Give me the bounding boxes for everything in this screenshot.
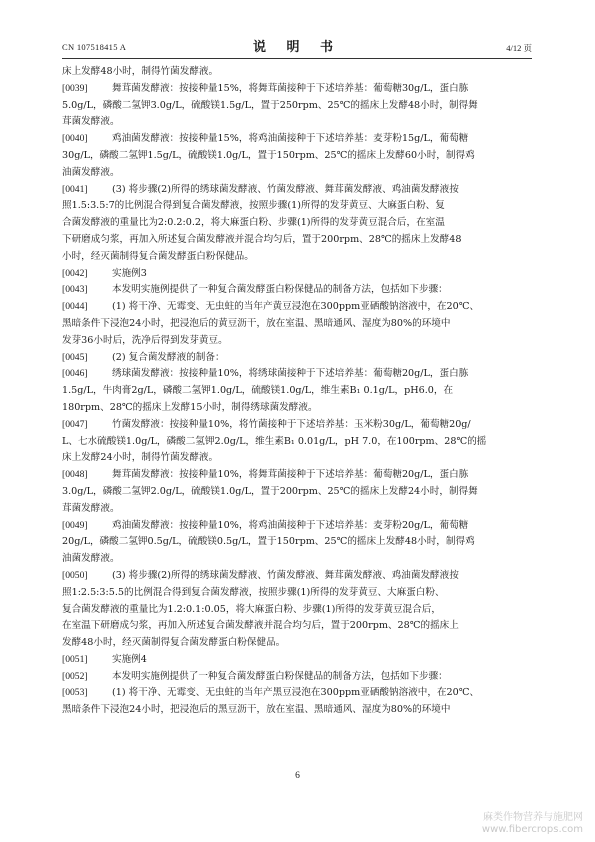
paragraph-line xyxy=(62,484,532,501)
paragraph xyxy=(62,266,532,283)
paragraph-text: 茸菌发酵液。 xyxy=(62,502,120,514)
paragraph xyxy=(62,64,532,81)
paragraph-number: [0047] xyxy=(62,418,88,430)
publication-number: CN 107518415 A xyxy=(62,42,127,52)
paragraph-text: 合菌发酵液的重量比为2:0.2:0.2，将大麻蛋白粉、步骤(1)所得的发芽黄豆混合后，在室温 xyxy=(62,217,445,229)
paragraph-text: 舞茸菌发酵液：按接种量10%，将舞茸菌接种于下述培养基：葡萄糖20g/L，蛋白胨 xyxy=(112,469,469,481)
paragraph xyxy=(62,568,532,652)
paragraph-line xyxy=(62,282,532,299)
paragraph-line xyxy=(62,165,532,182)
page-header xyxy=(62,36,532,58)
paragraph-line xyxy=(62,114,532,131)
paragraph xyxy=(62,467,532,517)
paragraph-text: (1) 将干净、无霉变、无虫蛀的当年产黑豆浸泡在300ppm亚硒酸钠溶液中，在20℃、 xyxy=(112,687,480,699)
paragraph-line xyxy=(62,618,532,635)
page-indicator: 4/12 页 xyxy=(506,43,532,53)
paragraph-line xyxy=(62,434,532,451)
paragraph xyxy=(62,182,532,266)
paragraph-line xyxy=(62,400,532,417)
paragraph-text: 复合菌发酵液的重量比为1.2:0.1:0.05，将大麻蛋白粉、步骤(1)所得的发芽黄豆混合后， xyxy=(62,603,441,615)
paragraph-text: 床上发酵48小时，制得竹菌发酵液。 xyxy=(62,66,219,77)
paragraph-number: [0046] xyxy=(62,368,88,380)
paragraph-line xyxy=(62,534,532,551)
paragraph-number: [0045] xyxy=(62,351,88,363)
paragraph-line xyxy=(62,148,532,165)
paragraph-number: [0041] xyxy=(62,183,88,195)
paragraph-line xyxy=(62,316,532,333)
paragraph-line xyxy=(62,215,532,232)
paragraph-line xyxy=(62,232,532,249)
paragraph xyxy=(62,417,532,467)
paragraph-text: 在室温下研磨成匀浆，再加入所述复合菌发酵液并混合均匀后，置于200rpm、28℃的摇床上 xyxy=(62,620,459,632)
paragraph-text: 20g/L，磷酸二氢钾0.5g/L，硫酸镁0.5g/L，置于150rpm、25℃的摇床上发酵48小时，制得鸡 xyxy=(62,536,475,548)
document-title: 说 明 书 xyxy=(252,40,342,55)
paragraph-text: 180rpm、28℃的摇床上发酵15小时，制得绣球菌发酵液。 xyxy=(62,401,318,413)
paragraph-line xyxy=(62,333,532,350)
paragraph-line xyxy=(62,568,532,585)
paragraph-line xyxy=(62,450,532,467)
paragraph xyxy=(62,669,532,686)
paragraph-text: 1.5g/L，牛肉膏2g/L，磷酸二氢钾1.0g/L，硫酸镁1.0g/L，维生素B₁ 0.1g/L，pH6.0，在 xyxy=(62,385,454,397)
paragraph-line xyxy=(62,198,532,215)
watermark xyxy=(482,812,583,836)
paragraph-text: L、七水硫酸镁1.0g/L，磷酸二氢钾2.0g/L，维生素B₁ 0.01g/L，pH 7.0，在100rpm、28℃的摇 xyxy=(62,435,487,447)
paragraph-number: [0053] xyxy=(62,687,88,699)
paragraph-text: 黑暗条件下浸泡24小时，把浸泡后的黑豆沥干，放在室温、黑暗通风、湿度为80%的环境中 xyxy=(62,704,451,716)
paragraph-text: 本发明实施例提供了一种复合菌发酵蛋白粉保健品的制备方法，包括如下步骤： xyxy=(112,670,448,682)
paragraph-text: 舞茸菌发酵液：按接种量15%，将舞茸菌接种于下述培养基：葡萄糖30g/L，蛋白胨 xyxy=(112,82,469,94)
paragraph-text: 发芽36小时后，洗净后得到发芽黄豆。 xyxy=(62,334,228,346)
paragraph xyxy=(62,350,532,367)
paragraph-number: [0049] xyxy=(62,519,88,531)
paragraph-line xyxy=(62,249,532,266)
paragraph-text: (3) 将步骤(2)所得的绣球菌发酵液、竹菌发酵液、舞茸菌发酵液、鸡油菌发酵液按 xyxy=(112,183,459,195)
paragraph-line xyxy=(62,585,532,602)
paragraph-text: 本发明实施例提供了一种复合菌发酵蛋白粉保健品的制备方法，包括如下步骤： xyxy=(112,284,448,296)
paragraph-line xyxy=(62,652,532,669)
paragraph-number: [0040] xyxy=(62,133,88,145)
paragraph-text: 3.0g/L，磷酸二氢钾2.0g/L，硫酸镁1.0g/L，置于200rpm、25℃的摇床上发酵24小时，制得舞 xyxy=(62,485,478,497)
paragraph xyxy=(62,652,532,669)
paragraph-line xyxy=(62,299,532,316)
paragraph-line xyxy=(62,467,532,484)
paragraph-number: [0052] xyxy=(62,670,88,682)
paragraph-text: 5.0g/L，磷酸二氢钾3.0g/L，硫酸镁1.5g/L，置于250rpm、25℃的摇床上发酵48小时，制得舞 xyxy=(62,99,478,111)
paragraph xyxy=(62,81,532,131)
paragraph-line xyxy=(62,635,532,652)
paragraph-text: 鸡油菌发酵液：按接种量15%，将鸡油菌接种于下述培养基：麦芽粉15g/L，葡萄糖 xyxy=(112,133,469,145)
page-number: 6 xyxy=(295,771,300,781)
paragraph-line xyxy=(62,81,532,98)
paragraph-text: 绣球菌发酵液：按接种量10%，将绣球菌接种于下述培养基：葡萄糖20g/L，蛋白胨 xyxy=(112,368,469,380)
paragraph-text: 30g/L，磷酸二氢钾1.5g/L，硫酸镁1.0g/L，置于150rpm、25℃的摇床上发酵60小时，制得鸡 xyxy=(62,149,475,161)
paragraph-text: 下研磨成匀浆，再加入所述复合菌发酵液并混合均匀后，置于200rpm、28℃的摇床上发酵48 xyxy=(62,233,462,245)
paragraph-text: 黑暗条件下浸泡24小时，把浸泡后的黄豆沥干，放在室温、黑暗通风、湿度为80%的环境中 xyxy=(62,317,451,329)
paragraph-text: (2) 复合菌发酵液的制备： xyxy=(112,351,225,363)
paragraph-text: 照1.5:3.5:7的比例混合得到复合菌发酵液，按照步骤(1)所得的发芽黄豆、大麻蛋白粉、复 xyxy=(62,200,445,212)
paragraph xyxy=(62,518,532,568)
paragraph-line xyxy=(62,518,532,535)
paragraph-number: [0051] xyxy=(62,653,88,665)
paragraph xyxy=(62,685,532,719)
paragraph-text: (3) 将步骤(2)所得的绣球菌发酵液、竹菌发酵液、舞茸菌发酵液、鸡油菌发酵液按 xyxy=(112,569,459,581)
paragraph-line xyxy=(62,366,532,383)
paragraph xyxy=(62,131,532,181)
document-body xyxy=(62,64,532,719)
paragraph-number: [0050] xyxy=(62,569,88,581)
paragraph-line xyxy=(62,98,532,115)
paragraph-line xyxy=(62,417,532,434)
paragraph-line xyxy=(62,266,532,283)
paragraph-text: 床上发酵24小时，制得竹菌发酵液。 xyxy=(62,452,219,464)
paragraph-text: 油菌发酵液。 xyxy=(62,166,120,178)
paragraph-line xyxy=(62,501,532,518)
paragraph-text: 发酵48小时，经灭菌制得复合菌发酵蛋白粉保健品。 xyxy=(62,637,286,649)
paragraph xyxy=(62,366,532,416)
paragraph-text: 照1:2.5:3:5.5的比例混合得到复合菌发酵液，按照步骤(1)所得的发芽黄豆、大麻蛋白粉、 xyxy=(62,586,445,598)
watermark-line: www.fibercrops.com xyxy=(481,824,583,835)
paragraph-text: 小时，经灭菌制得复合菌发酵蛋白粉保健品。 xyxy=(62,250,254,262)
paragraph-number: [0048] xyxy=(62,469,88,481)
paragraph-text: 茸菌发酵液。 xyxy=(62,116,120,128)
paragraph-text: 鸡油菌发酵液：按接种量10%，将鸡油菌接种于下述培养基：麦芽粉20g/L，葡萄糖 xyxy=(112,519,469,531)
paragraph-text: 实施例4 xyxy=(112,653,147,665)
paragraph xyxy=(62,299,532,349)
paragraph xyxy=(62,282,532,299)
paragraph-number: [0042] xyxy=(62,267,88,279)
paragraph-line xyxy=(62,182,532,199)
paragraph-text: 油菌发酵液。 xyxy=(62,553,120,565)
paragraph-line xyxy=(62,350,532,367)
paragraph-text: (1) 将干净、无霉变、无虫蛀的当年产黄豆浸泡在300ppm亚硒酸钠溶液中，在20℃、 xyxy=(112,301,480,313)
paragraph-number: [0039] xyxy=(62,82,88,94)
paragraph-line xyxy=(62,702,532,719)
paragraph-line xyxy=(62,64,532,81)
paragraph-line xyxy=(62,602,532,619)
paragraph-text: 实施例3 xyxy=(112,267,147,279)
paragraph-line xyxy=(62,383,532,400)
paragraph-text: 竹菌发酵液：按接种量10%，将竹菌接种于下述培养基：玉米粉30g/L，葡萄糖20g/ xyxy=(112,418,471,430)
paragraph-number: [0043] xyxy=(62,284,88,296)
watermark-line: 麻类作物营养与施肥网 xyxy=(483,812,583,823)
header-rule xyxy=(62,58,532,59)
paragraph-number: [0044] xyxy=(62,301,88,313)
paragraph-line xyxy=(62,551,532,568)
paragraph-line xyxy=(62,669,532,686)
paragraph-line xyxy=(62,131,532,148)
paragraph-line xyxy=(62,685,532,702)
